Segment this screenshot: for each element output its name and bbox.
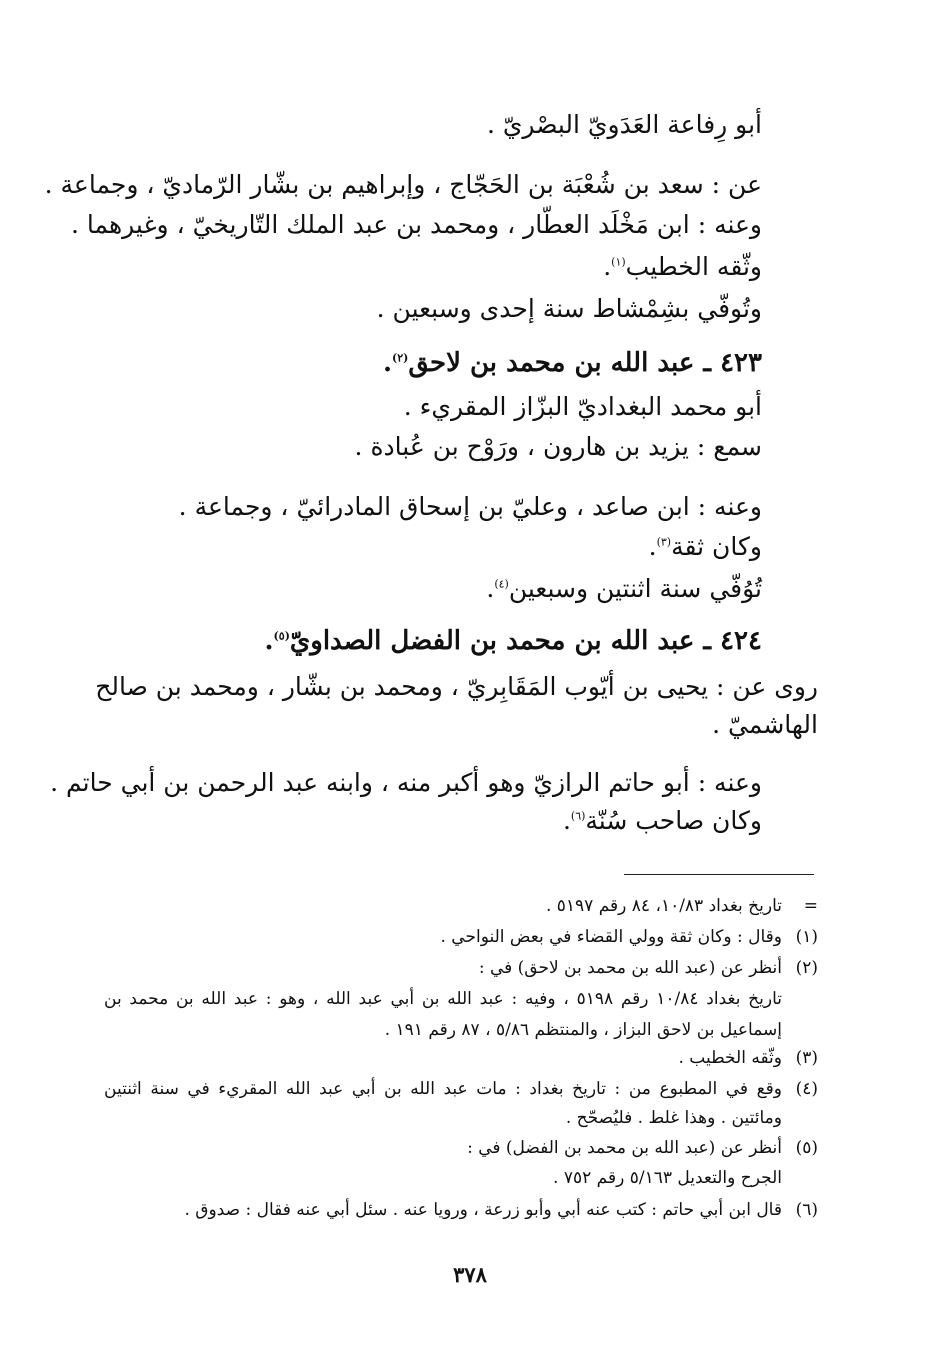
footnote-continuation: الجرح والتعديل ٥/١٦٣ رقم ٧٥٢ . — [553, 1168, 782, 1188]
footnote-continuation: تاريخ بغداد ١٠/٨٤ رقم ٥١٩٨ ، وفيه : عبد الله بن أبي عبد الله ، وهو : عبد الله بن محمد بن — [104, 989, 782, 1009]
entry-heading: ٤٢٤ ـ عبد الله بن محمد بن الفضل الصداويّ$^{(٥)}$. — [264, 626, 762, 656]
text-line: وثّقه الخطيب$^{(١)}$. — [603, 252, 762, 281]
text-line: تُوُفّي سنة اثنتين وسبعين$^{(٤)}$. — [486, 574, 762, 603]
footnote: (٢)أنظر عن (عبد الله بن محمد بن لاحق) في : — [478, 958, 818, 978]
text-line: وكان ثقة$^{(٣)}$. — [648, 532, 762, 561]
text-line: عن : سعد بن شُعْبَة بن الحَجّاج ، وإبراهيم بن بشّار الرّماديّ ، وجماعة . — [44, 170, 762, 199]
footnote-continuation: إسماعيل بن لاحق البزاز ، والمنتظم ٥/٨٦ ، ٨٧ رقم ١٩١ . — [384, 1020, 782, 1040]
text-line: وكان صاحب سُنّة$^{(٦)}$. — [562, 806, 762, 835]
text-line: الهاشميّ . — [712, 710, 818, 739]
footnote: (٣)وثّقه الخطيب . — [678, 1048, 818, 1068]
page-number: ٣٧٨ — [453, 1262, 487, 1287]
footnote: (٥)أنظر عن (عبد الله بن محمد بن الفضل) في : — [467, 1138, 818, 1158]
footnote: (٤)وقع في المطبوع من : تاريخ بغداد : مات عبد الله بن أبي عبد الله المقريء في سنة اثنتين — [104, 1079, 818, 1099]
footnote: (٦)قال ابن أبي حاتم : كتب عنه أبي وأبو زرعة ، ورويا عنه . سئل أبي عنه فقال : صدوق . — [184, 1200, 818, 1220]
footnote-marker[interactable]: (٤) — [494, 577, 509, 591]
footnote-separator — [624, 874, 814, 875]
footnote-marker[interactable]: (٢) — [392, 351, 409, 365]
footnote-marker[interactable]: (١) — [611, 255, 626, 269]
text-line: وعنه : ابن مَخْلَد العطّار ، ومحمد بن عبد الملك التّاريخيّ ، وغيرهما . — [70, 210, 762, 239]
footnote-continuation: ومائتين . وهذا غلط . فليُصحّح . — [565, 1108, 782, 1128]
text-line: وعنه : أبو حاتم الرازيّ وهو أكبر منه ، وابنه عبد الرحمن بن أبي حاتم . — [50, 768, 762, 797]
text-line: وتُوفّي بشِمْشاط سنة إحدى وسبعين . — [376, 294, 762, 323]
text-line: سمع : يزيد بن هارون ، ورَوْح بن عُبادة . — [354, 432, 762, 461]
footnote: (١)وقال : وكان ثقة وولي القضاء في بعض النواحي . — [440, 927, 818, 947]
text-line: وعنه : ابن صاعد ، وعليّ بن إسحاق المادرائيّ ، وجماعة . — [178, 492, 762, 521]
footnote-marker[interactable]: (٦) — [570, 809, 586, 823]
footnote-marker[interactable]: (٥) — [273, 629, 290, 643]
text-line: روى عن : يحيى بن أيّوب المَقَابِريّ ، ومحمد بن بشّار ، ومحمد بن صالح — [95, 672, 818, 701]
footnote: =تاريخ بغداد ١٠/٨٣، ٨٤ رقم ٥١٩٧ . — [545, 896, 818, 916]
footnote-marker[interactable]: (٣) — [656, 535, 672, 549]
text-line: أبو رِفاعة العَدَويّ البصْريّ . — [486, 110, 762, 139]
entry-heading: ٤٢٣ ـ عبد الله بن محمد بن لاحق$^{(٢)}$. — [382, 348, 762, 378]
text-line: أبو محمد البغداديّ البزّاز المقريء . — [403, 392, 762, 421]
